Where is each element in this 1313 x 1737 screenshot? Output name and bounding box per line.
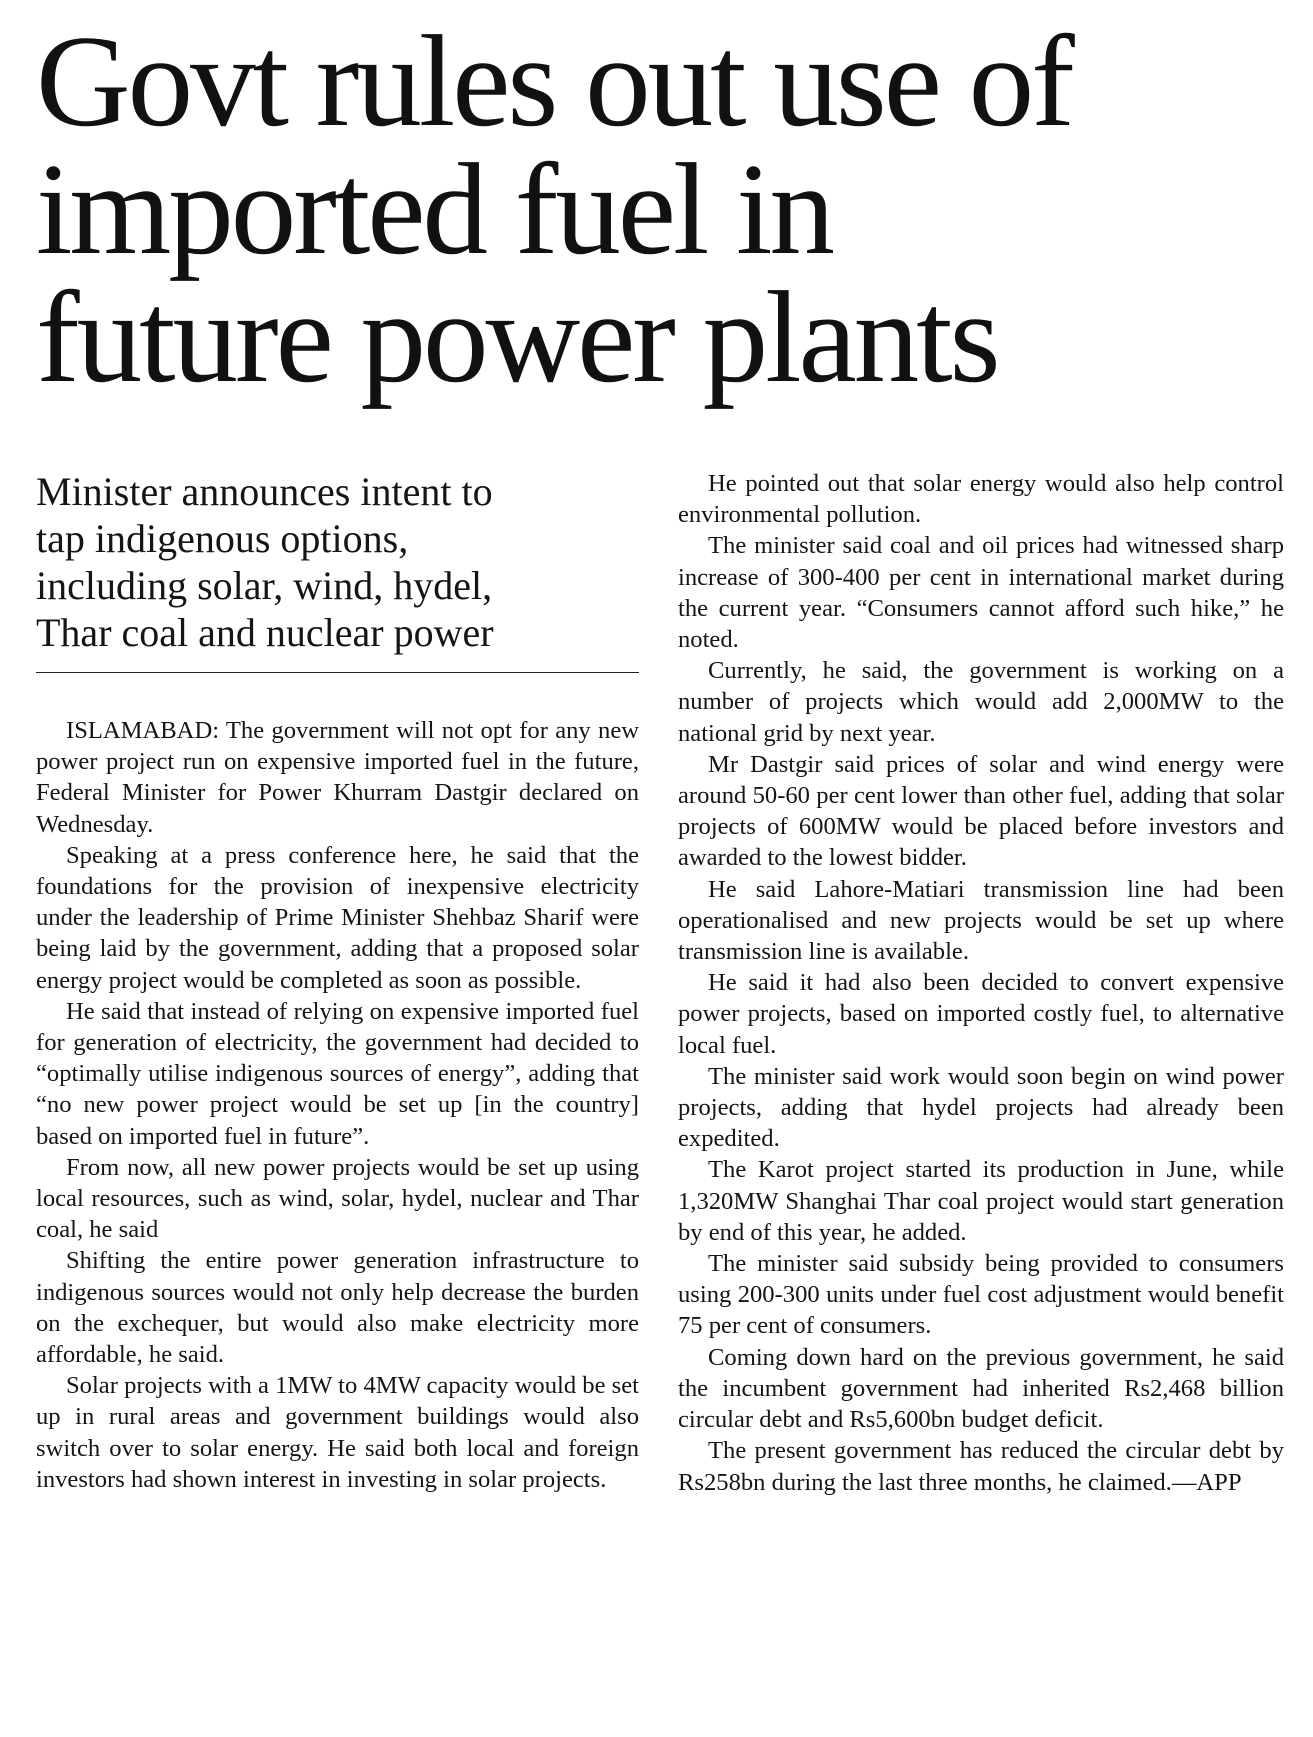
body-paragraph: The present government has reduced the circular debt by Rs258bn during the last three months, he claimed.—APP [678, 1437, 1284, 1496]
body-paragraph: Speaking at a press conference here, he said that the foundations for the provision of inexpensive electricity under the leadership of Prime Minister Shehbaz Sharif were being laid by the government, adding that a proposed solar energy project would be completed as soon as possible. [36, 841, 639, 994]
body-paragraph: Mr Dastgir said prices of solar and wind energy were around 50-60 per cent lower than other fuel, adding that solar projects of 600MW would be placed before investors and awarded to the lowest bidder. [678, 750, 1284, 872]
body-paragraph: ISLAMABAD: The government will not opt for any new power project run on expensive imported fuel in the future, Federal Minister for Power Khurram Dastgir declared on Wednesday. [36, 717, 639, 838]
body-paragraph: He said Lahore-Matiari transmission line had been operationalised and new projects would be set up where transmission line is available. [678, 875, 1284, 966]
headline-line: imported fuel in [36, 137, 833, 282]
subheadline-line: Thar coal and nuclear power [36, 610, 494, 655]
body-paragraph: The minister said subsidy being provided to consumers using 200-300 units under fuel cost adjustment would benefit 75 per cent of consumers. [678, 1250, 1284, 1340]
subheadline-line: Minister announces intent to [36, 469, 493, 514]
body-paragraph: He pointed out that solar energy would also help control environmental pollution. [678, 470, 1284, 529]
left-column [36, 468, 639, 1495]
headline [36, 9, 1286, 410]
subheadline-line: tap indigenous options, [36, 516, 409, 561]
subheadline-line: including solar, wind, hydel, [36, 563, 493, 608]
headline-line: future power plants [36, 265, 998, 410]
body-paragraph: He said that instead of relying on expensive imported fuel for generation of electricity, the government had decided to “optimally utilise indigenous sources of energy”, adding that “no new power project would be set up [in the country] based on imported fuel in future”. [36, 997, 639, 1150]
right-column [678, 468, 1284, 1498]
body-paragraph: Shifting the entire power generation infrastructure to indigenous sources would not only help decrease the burden on the exchequer, but would also make electricity more affordable, he said. [36, 1247, 639, 1369]
body-paragraph: He said it had also been decided to convert expensive power projects, based on imported costly fuel, to alternative local fuel. [678, 969, 1284, 1059]
subheadline [36, 468, 639, 656]
body-paragraph: Coming down hard on the previous government, he said the incumbent government had inherited Rs2,468 billion circular debt and Rs5,600bn budget deficit. [678, 1343, 1284, 1434]
headline-line: Govt rules out use of [36, 9, 1072, 154]
body-paragraph: Currently, he said, the government is working on a number of projects which would add 2,000MW to the national grid by next year. [678, 657, 1284, 747]
body-paragraph: Solar projects with a 1MW to 4MW capacity would be set up in rural areas and government buildings would also switch over to solar energy. He said both local and foreign investors had shown interest in investing in solar projects. [36, 1372, 639, 1493]
body-paragraph: From now, all new power projects would be set up using local resources, such as wind, solar, hydel, nuclear and Thar coal, he said [36, 1153, 639, 1244]
body-paragraph: The minister said coal and oil prices had witnessed sharp increase of 300-400 per cent in international market during the current year. “Consumers cannot afford such hike,” he noted. [678, 532, 1284, 654]
body-paragraph: The Karot project started its production in June, while 1,320MW Shanghai Thar coal project would start generation by end of this year, he added. [678, 1156, 1284, 1246]
subheadline-divider [36, 672, 639, 673]
body-paragraph: The minister said work would soon begin on wind power projects, adding that hydel projects had already been expedited. [678, 1062, 1284, 1153]
